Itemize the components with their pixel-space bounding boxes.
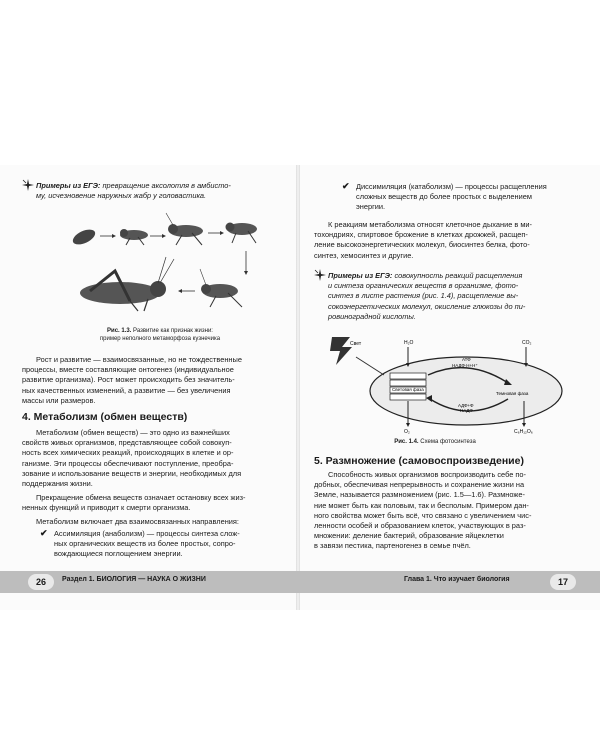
page-number-right: 17 bbox=[550, 574, 576, 590]
list-item-dissimilation: Диссимиляция (катаболизм) — процессы расщепления сложных веществ до более простых с выделением энергии. bbox=[356, 182, 547, 212]
paragraph-directions: Метаболизм включает два взаимосвязанных направления: bbox=[36, 517, 239, 526]
paragraph-cessation: Прекращение обмена веществ означает остановку всех жиз- ненных функций и приводит к смерти организма. bbox=[22, 493, 246, 513]
ege-text-1: превращение аксолотля в амбисто- bbox=[102, 181, 231, 190]
heading-reproduction: 5. Размножение (самовоспроизведение) bbox=[314, 455, 524, 467]
left-page bbox=[0, 165, 296, 610]
paragraph-reactions: К реакциям метаболизма относят клеточное дыхание в ми- тохондриях, спиртовое брожение в клетках дрожжей, расщеп- ление высокоэнергетических молекул, биосинтез белка, фото- синтез, хемосинтез и другие. bbox=[314, 220, 533, 260]
label-nadph: НАДФ·Н+Н⁺ bbox=[452, 363, 478, 368]
ege-example-right: Примеры из ЕГЭ: совокупность реакций расщепления и синтеза органических веществ в организме, фото- синтез в листе растения (рис. 1.4), расщепление вы- сокоэнергетических молекул, окисление глюкозы до пи- ровиноградной кислоты. bbox=[314, 269, 588, 322]
label-nadf: НАДФ bbox=[460, 408, 473, 413]
label-o2: O₂ bbox=[404, 429, 410, 435]
figure-caption: Рис. 1.3. Развитие как признак жизни: пример неполного метаморфоза кузнечика bbox=[99, 328, 221, 342]
ege-example-left bbox=[22, 179, 282, 201]
label-atf: АТФ bbox=[462, 357, 471, 362]
label-light-phase: Световая фаза bbox=[392, 387, 424, 392]
right-page bbox=[300, 165, 600, 610]
paragraph-metabolism: Метаболизм (обмен веществ) — это одно из важнейших свойств живых организмов, представляющее собой совокуп- ность всех химических реакций, происходящих в клетке и ор- ганизме. Эти процессы обеспечивают поступление, преобра- зование и использование веществ и энергии, необходимых для поддержания жизни. bbox=[22, 428, 242, 489]
list-item-assimilation: Ассимиляция (анаболизм) — процессы синтеза слож- ных органических веществ из более простых, сопро- вождающиеся поглощением энергии. bbox=[54, 529, 240, 559]
page-number-left: 26 bbox=[28, 574, 54, 590]
grasshopper-metamorphosis-figure bbox=[70, 211, 260, 326]
checkmark-icon: ✔ bbox=[40, 528, 48, 538]
heading-metabolism: 4. Метаболизм (обмен веществ) bbox=[22, 411, 188, 423]
lightning-icon bbox=[330, 337, 352, 365]
ege-label: Примеры из ЕГЭ: bbox=[36, 181, 101, 190]
label-dark-phase: Темновая фаза bbox=[496, 391, 529, 396]
label-h2o: H₂O bbox=[404, 340, 414, 346]
footer-section-title: Раздел 1. БИОЛОГИЯ — НАУКА О ЖИЗНИ bbox=[62, 576, 206, 583]
footer-chapter-title: Глава 1. Что изучает биология bbox=[404, 576, 510, 583]
photosynthesis-diagram bbox=[328, 335, 568, 435]
book-spread bbox=[0, 165, 600, 610]
sparkle-icon bbox=[22, 179, 34, 191]
label-adf: АДФ+Ф bbox=[458, 403, 474, 408]
label-co2: CO₂ bbox=[522, 340, 532, 346]
sparkle-icon bbox=[314, 269, 326, 281]
label-light: Свет bbox=[350, 341, 362, 347]
paragraph-growth: Рост и развитие — взаимосвязанные, но не тождественные процессы, вместе составляющие онтогенез (индивидуальное развитие организма). Рост может происходить без значитель- ных качественных изменений, а развитие — без увеличения массы или размеров. bbox=[22, 355, 242, 405]
paragraph-reproduction: Способность живых организмов воспроизводить себе по- добных, обеспечивая непрерывность и сохранение жизни на Земле, называется размножением (рис. 1.5—1.6). Размноже- ние может быть как половым, так и бесполым. Примером дан- ного свойства может быть всё, что связано с увеличением чис- ленности особей и образованием клеток, участвующих в раз- множении: деление бактерий, образование яйцеклетки в завязи пестика, партеногенез в семье пчёл. bbox=[314, 470, 532, 551]
label-glucose: C₆H₁₂O₆ bbox=[514, 429, 533, 435]
ege-text-2: му, исчезновение наружных жабр у головастика. bbox=[36, 191, 207, 201]
checkmark-icon: ✔ bbox=[342, 181, 350, 191]
figure-caption-2: Рис. 1.4. Схема фотосинтеза bbox=[394, 439, 476, 445]
